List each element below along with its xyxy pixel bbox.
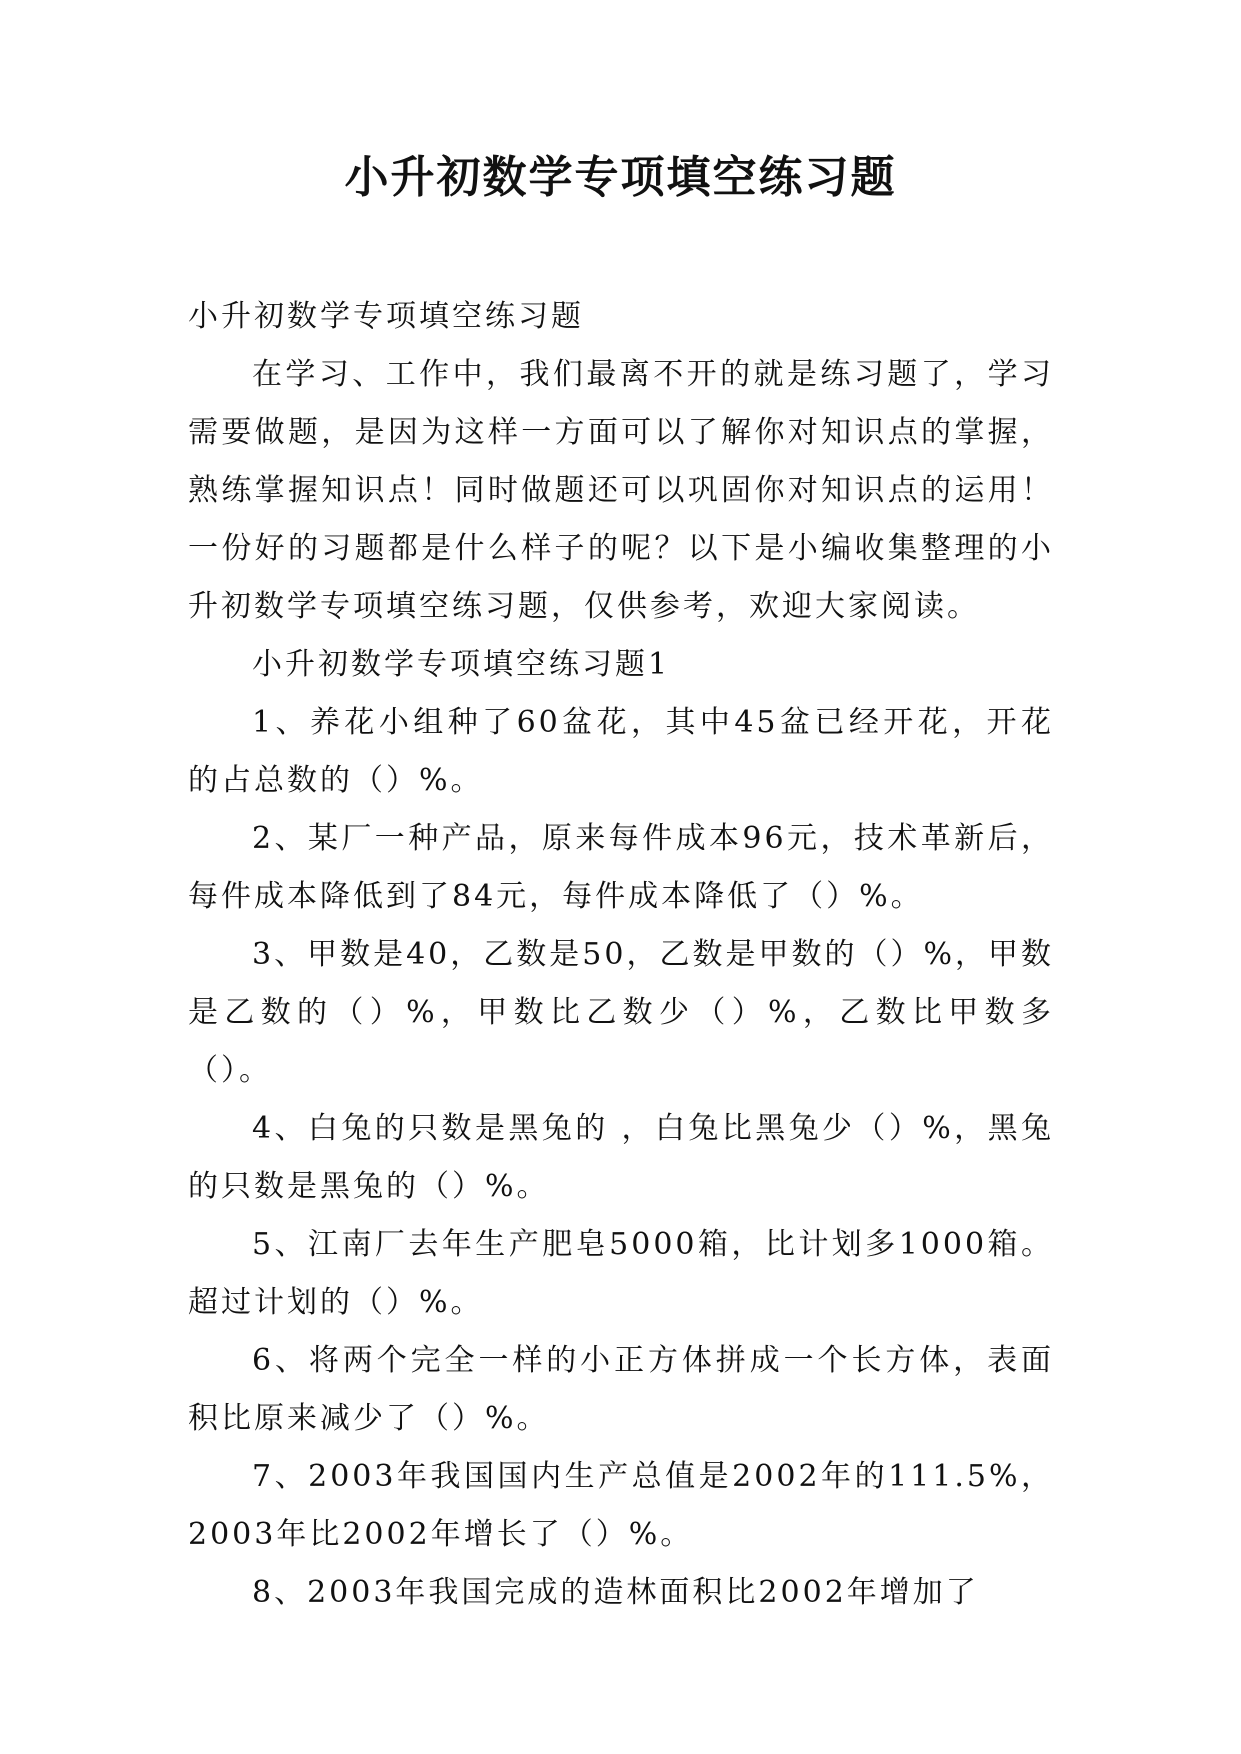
question-1: 1、养花小组种了60盆花，其中45盆已经开花，开花的占总数的（）%。: [188, 705, 1054, 798]
question-7: 7、2003年我国国内生产总值是2002年的111.5%，2003年比2002年增长了（）%。: [188, 1459, 1054, 1552]
question-4: 4、白兔的只数是黑兔的 ，白兔比黑兔少（）%，黑兔的只数是黑兔的（）%。: [188, 1111, 1054, 1204]
question-5: 5、江南厂去年生产肥皂5000箱，比计划多1000箱。超过计划的（）%。: [188, 1227, 1054, 1320]
intro-paragraph: 在学习、工作中，我们最离不开的就是练习题了，学习需要做题，是因为这样一方面可以了解你对知识点的掌握，熟练掌握知识点！同时做题还可以巩固你对知识点的运用！一份好的习题都是什么样子的呢？以下是小编收集整理的小升初数学专项填空练习题，仅供参考，欢迎大家阅读。: [188, 357, 1054, 624]
subtitle-line: 小升初数学专项填空练习题: [188, 299, 584, 334]
question-2: 2、某厂一种产品，原来每件成本96元，技术革新后，每件成本降低到了84元，每件成本降低了（）%。: [188, 821, 1054, 914]
question-3: 3、甲数是40，乙数是50，乙数是甲数的（）%，甲数是乙数的（）%，甲数比乙数少（）%，乙数比甲数多（）。: [188, 937, 1054, 1088]
question-8: 8、2003年我国完成的造林面积比2002年增加了: [252, 1575, 979, 1610]
section-heading: 小升初数学专项填空练习题1: [252, 647, 671, 682]
question-6: 6、将两个完全一样的小正方体拼成一个长方体，表面积比原来减少了（）%。: [188, 1343, 1054, 1436]
document-body: [188, 288, 1054, 1622]
document-title: 小升初数学专项填空练习题: [344, 152, 897, 203]
